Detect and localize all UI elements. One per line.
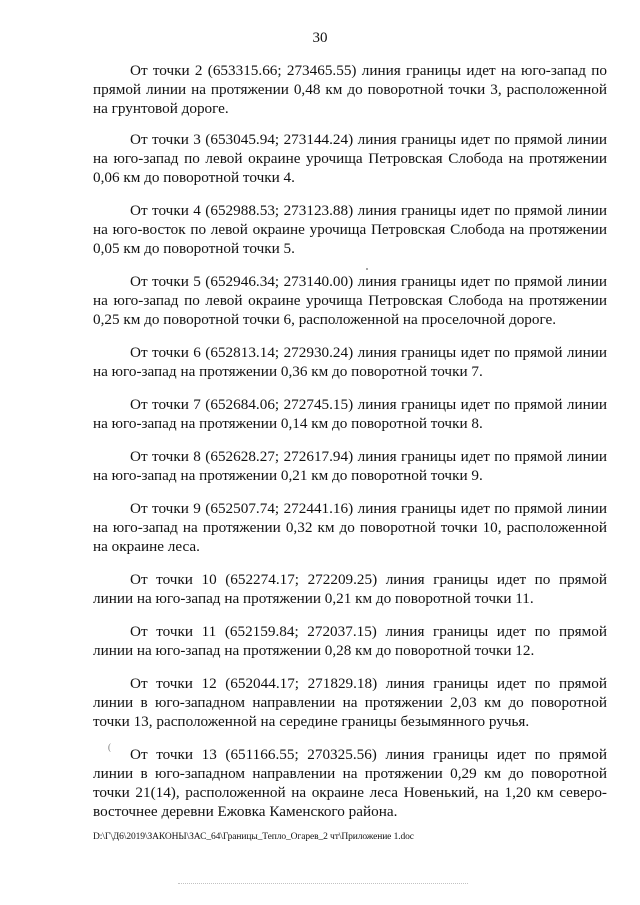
paragraph-point-3: От точки 3 (653045.94; 273144.24) линия границы идет по прямой линии на юго-запад по левой окраине урочища Петровская Слобода на протяжении 0,06 км до поворотной точки 4. [93,131,607,186]
paragraph-point-12: От точки 12 (652044.17; 271829.18) линия границы идет по прямой линии в юго-западном направлении на протяжении 2,03 км до поворотной точки 13, расположенной на середине границы безымянного ручья. [93,675,607,730]
scan-speck [366,268,368,270]
paragraph-point-13: От точки 13 (651166.55; 270325.56) линия границы идет по прямой линии в юго-западном направлении на протяжении 0,29 км до поворотной точки 21(14), расположенной на окраине леса Новенький, на 1,20 км северо-восточнее деревни Ежовка Каменского района. [93,746,607,820]
document-body [93,61,607,833]
paragraph-point-5: От точки 5 (652946.34; 273140.00) линия границы идет по прямой линии на юго-запад по левой окраине урочища Петровская Слобода на протяжении 0,25 км до поворотной точки 6, расположенной на проселочной дороге. [93,273,607,328]
paragraph-point-6: От точки 6 (652813.14; 272930.24) линия границы идет по прямой линии на юго-запад на протяжении 0,36 км до поворотной точки 7. [93,344,607,380]
paragraph-point-11: От точки 11 (652159.84; 272037.15) линия границы идет по прямой линии на юго-запад на протяжении 0,28 км до поворотной точки 12. [93,623,607,659]
paragraph-point-2: От точки 2 (653315.66; 273465.55) линия границы идет на юго-запад по прямой линии на протяжении 0,48 км до поворотной точки 3, расположенной на грунтовой дороге. [93,62,607,117]
paragraph-point-9: От точки 9 (652507.74; 272441.16) линия границы идет по прямой линии на юго-запад на протяжении 0,32 км до поворотной точки 10, расположенной на окраине леса. [93,500,607,555]
paragraph-point-10: От точки 10 (652274.17; 272209.25) линия границы идет по прямой линии на юго-запад на протяжении 0,21 км до поворотной точки 11. [93,571,607,607]
margin-mark: ( [108,742,111,752]
scan-noise-line [178,883,468,886]
paragraph-point-7: От точки 7 (652684.06; 272745.15) линия границы идет по прямой линии на юго-запад на протяжении 0,14 км до поворотной точки 8. [93,396,607,432]
paragraph-point-4: От точки 4 (652988.53; 273123.88) линия границы идет по прямой линии на юго-восток по левой окраине урочища Петровская Слобода на протяжении 0,05 км до поворотной точки 5. [93,202,607,257]
page-number: 30 [312,30,328,46]
footer-file-path: D:\Г\Д6\2019\ЗАКОНЫ\ЗАС_64\Границы_Тепло_Огарев_2 чт\Приложение 1.doc [93,832,414,842]
paragraph-point-8: От точки 8 (652628.27; 272617.94) линия границы идет по прямой линии на юго-запад на протяжении 0,21 км до поворотной точки 9. [93,448,607,484]
